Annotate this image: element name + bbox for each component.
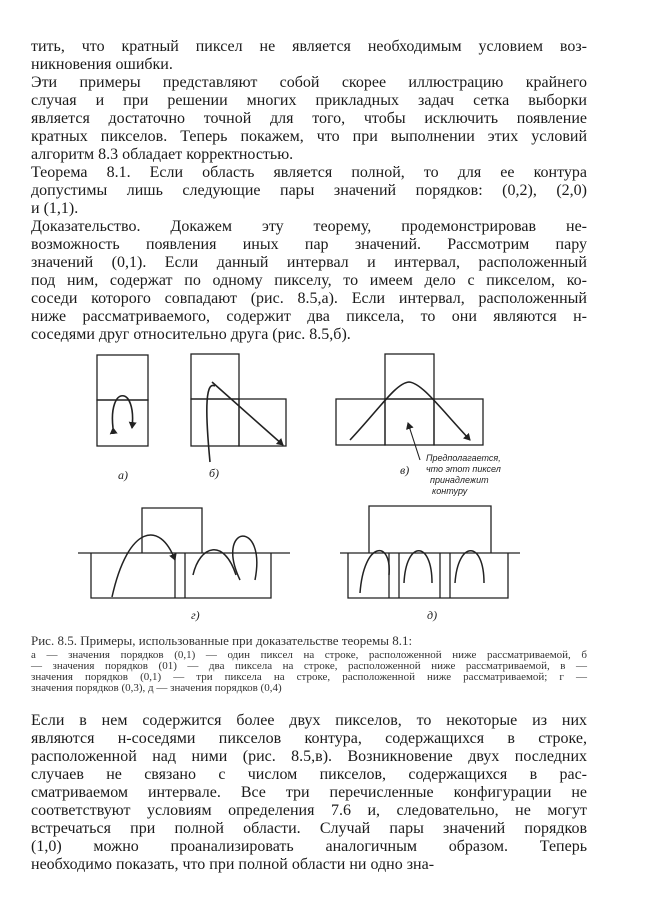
contour-arc (112, 535, 175, 597)
annotation-line: принадлежит (430, 475, 489, 485)
proof-line: ниже рассматриваемого, содержит два пиксела, то они являются н- (31, 308, 587, 325)
proof-line: Доказательство. Докажем эту теорему, продемонстрировав не- (31, 218, 587, 235)
contour-arc (455, 551, 484, 583)
text-line: необходимо показать, что при полной области ни одно зна- (31, 856, 435, 873)
text-line: кратных пикселов. Теперь покажем, что при выполнении этих условий (31, 128, 587, 145)
diagram-g (78, 508, 290, 598)
contour-arc (404, 551, 432, 583)
proof-line: под ним, содержат по одному пикселу, то имеем дело с пикселом, ко- (31, 272, 587, 289)
text-line: сматриваемом интервале. Все три перечисленные конфигурации не (31, 784, 587, 801)
theorem-line: допустимы лишь следующие пары значений порядков: (0,2), (2,0) (31, 182, 587, 199)
caption-line: значения порядков (0,3), д — значения порядков (0,4) (31, 682, 282, 694)
contour-arc (360, 551, 389, 593)
figure-caption: Рис. 8.5. Примеры, использованные при доказательстве теоремы 8.1: (31, 633, 413, 648)
diagram-d (340, 506, 520, 598)
label-b: б) (209, 466, 220, 480)
caption-line: а — значения порядков (0,1) — один пиксел на строке, расположенной ниже рассматриваемой, б (31, 649, 587, 661)
caption-line: — значения порядков (01) — два пиксела на строке, расположенной ниже рассматриваемой, в — (31, 660, 587, 672)
label-g: г) (191, 608, 200, 622)
text-line: Если в нем содержится более двух пикселов, то некоторые из них (31, 712, 587, 729)
text-line: никновения ошибки. (31, 56, 173, 73)
text-line: встречаться при полной области. Случай пары значений порядков (31, 820, 587, 837)
contour-peak (350, 382, 470, 440)
text-line: (1,0) можно проанализировать аналогичным образом. Теперь (31, 838, 587, 855)
annotation-line: что этот пиксел (426, 464, 501, 474)
proof-line: значений (0,1). Если данный интервал и интервал, расположенный (31, 254, 587, 271)
theorem-line: Теорема 8.1. Если область является полной, то для ее контура (31, 164, 587, 181)
contour-down (212, 382, 283, 445)
text-line: случая и при решении многих прикладных задач сетка выборки (31, 92, 587, 109)
text-line: соответствуют условиям определения 7.6 и, следовательно, не могут (31, 802, 587, 819)
contour-up (207, 385, 215, 462)
figure-8-5 (0, 340, 650, 630)
annotation-arrow (408, 423, 420, 460)
label-c: в) (400, 463, 410, 477)
text-line: является достаточно точной для того, чтобы исключить появление (31, 110, 587, 127)
text-line: Эти примеры представляют собой скорее иллюстрацию крайнего (31, 74, 587, 91)
proof-line: соседями друг относительно друга (рис. 8.5,б). (31, 326, 351, 343)
contour-arc (233, 536, 257, 580)
text-line: тить, что кратный пиксел не является необходимым условием воз- (31, 38, 587, 55)
text-line: являются н-соседями пикселов контура, содержащихся в строке, (31, 730, 587, 747)
proof-line: возможность появления иных пар значений. Рассмотрим пару (31, 236, 587, 253)
label-a: а) (118, 468, 128, 482)
annotation-line: Предполагается, (426, 453, 501, 463)
caption-line: значения порядков (0,1) — три пиксела на строке, расположенной ниже рассматриваемой; г — (31, 671, 587, 683)
annotation-line: контуру (432, 486, 468, 496)
theorem-line: и (1,1). (31, 200, 79, 217)
diagram-b (191, 354, 286, 462)
diagram-a (97, 355, 148, 446)
text-line: алгоритм 8.3 обладает корректностью. (31, 146, 294, 163)
diagram-c (336, 354, 483, 460)
text-line: расположенной над ними (рис. 8.5,в). Возникновение двух последних (31, 748, 587, 765)
proof-line: соседи которого совпадают (рис. 8.5,а). Если интервал, расположенный (31, 290, 587, 307)
text-line: случаев не связано с числом пикселов, содержащихся в рас- (31, 766, 587, 783)
label-d: д) (427, 608, 438, 622)
